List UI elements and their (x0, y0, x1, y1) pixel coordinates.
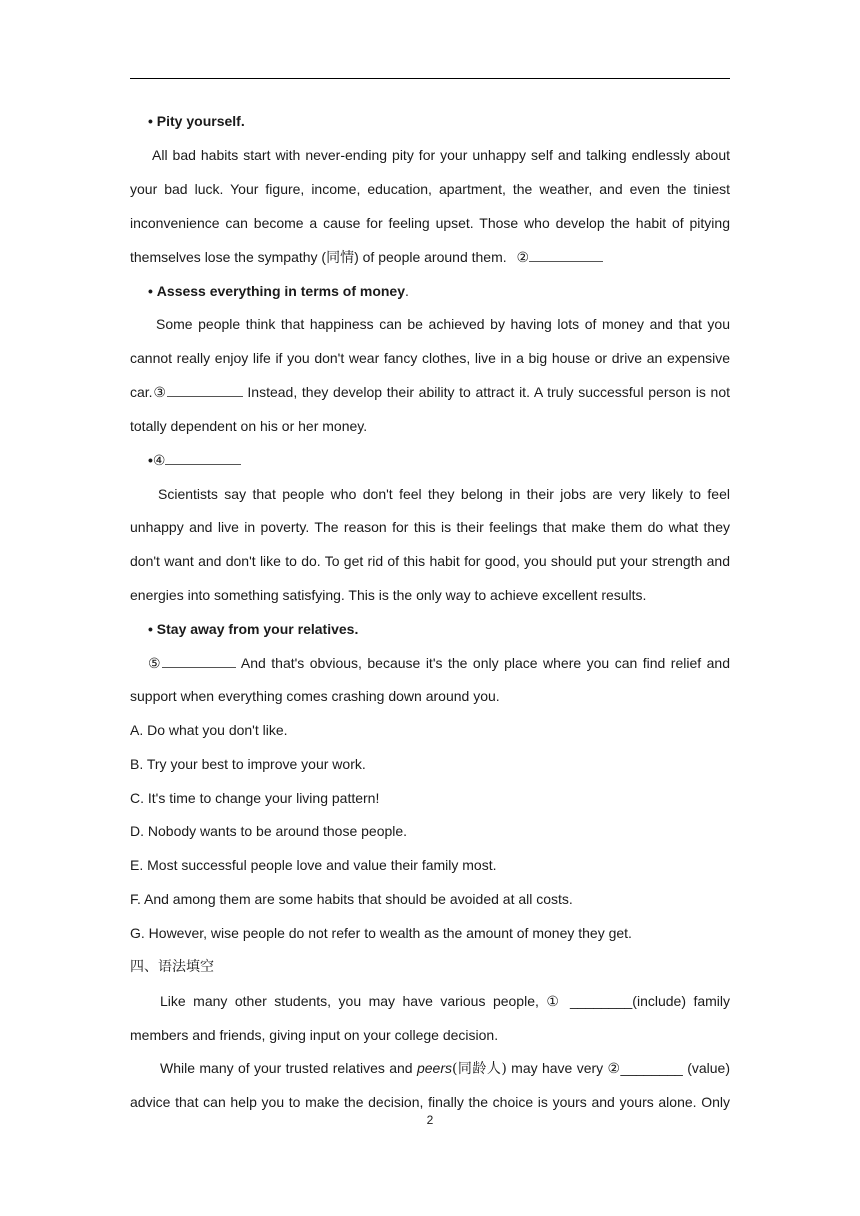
paragraph-line: themselves lose the sympathy (同情) of people around them. ② (130, 247, 730, 268)
header-rule (130, 78, 730, 79)
page-number: 2 (426, 1113, 434, 1127)
blank-marker: ⑤ (148, 655, 163, 671)
blank-marker: ② (516, 249, 530, 265)
heading-text: Stay away from your relatives. (156, 621, 359, 637)
paragraph-line: inconvenience can become a cause for feeling upset. Those who develop the habit of pitying (130, 215, 730, 231)
option-g: G. However, wise people do not refer to wealth as the amount of money they get. (130, 925, 632, 941)
chinese-gloss: 同情 (326, 250, 355, 266)
option-c: C. It's time to change your living pattern! (130, 790, 380, 806)
answer-blank-5 (162, 667, 236, 668)
answer-blank-4 (165, 464, 241, 465)
bullet: • (148, 283, 153, 299)
option-b: B. Try your best to improve your work. (130, 756, 366, 772)
option-d: D. Nobody wants to be around those people. (130, 823, 408, 839)
bullet: • (148, 113, 153, 129)
paragraph-line: All bad habits start with never-ending pity for your unhappy self and talking endlessly about (152, 147, 730, 163)
paragraph-line: advice that can help you to make the decision, finally the choice is yours and yours alone. Only (130, 1094, 730, 1110)
paragraph-line: don't want and don't like to do. To get rid of this habit for good, you should put your strength and (130, 553, 730, 569)
blank-marker: ① (546, 993, 563, 1009)
option-e: E. Most successful people love and value their family most. (130, 857, 497, 873)
answer-blank-3 (167, 396, 243, 397)
paragraph-line: support when everything comes crashing down around you. (130, 688, 500, 704)
heading-pity (130, 111, 730, 131)
bullet: • (148, 621, 153, 637)
paragraph-line: car.③ Instead, they develop their ability to attract it. A truly successful person is not (130, 384, 731, 400)
paragraph-line: Like many other students, you may have various people, ① ________(include) family (160, 993, 731, 1009)
paragraph-line: cannot really enjoy life if you don't wear fancy clothes, live in a big house or drive an expensive (130, 350, 730, 366)
heading-item-4 (130, 450, 730, 470)
paragraph-line: ⑤ And that's obvious, because it's the only place where you can find relief and (148, 655, 730, 671)
blank-marker: ④ (152, 452, 166, 468)
option-f: F. And among them are some habits that should be avoided at all costs. (130, 891, 573, 907)
blank-marker: ② (607, 1060, 621, 1076)
paragraph-line: totally dependent on his or her money. (130, 418, 368, 434)
blank-marker: ③ (152, 384, 167, 400)
paragraph-line: While many of your trusted relatives and peers(同龄人) may have very ②________ (value) (160, 1060, 730, 1077)
heading-relatives (130, 619, 730, 639)
option-a: A. Do what you don't like. (130, 722, 288, 738)
paragraph-line: Some people think that happiness can be achieved by having lots of money and that you (156, 316, 730, 332)
heading-money: • Assess everything in terms of money. (148, 283, 409, 299)
heading-text: Pity yourself. (156, 113, 245, 129)
answer-blank-1: ________ (570, 993, 633, 1009)
paragraph-line: your bad luck. Your figure, income, education, apartment, the weather, and even the tiniest (130, 181, 730, 197)
paragraph-line: Scientists say that people who don't feel they belong in their jobs are very likely to feel (158, 486, 730, 502)
paragraph-line: energies into something satisfying. This is the only way to achieve excellent results. (130, 587, 647, 603)
paragraph-line: unhappy and live in poverty. The reason for this is their feelings that make them do what they (130, 519, 730, 535)
section-title: 四、语法填空 (130, 959, 214, 975)
chinese-gloss: (同龄人) (452, 1061, 507, 1077)
heading-text: Assess everything in terms of money (156, 283, 405, 299)
answer-blank-2b: ________ (620, 1060, 683, 1076)
italic-word: peers (416, 1060, 452, 1076)
answer-blank-2 (529, 261, 603, 262)
paragraph-line: members and friends, giving input on your college decision. (130, 1027, 499, 1043)
bullet: • (148, 452, 153, 468)
